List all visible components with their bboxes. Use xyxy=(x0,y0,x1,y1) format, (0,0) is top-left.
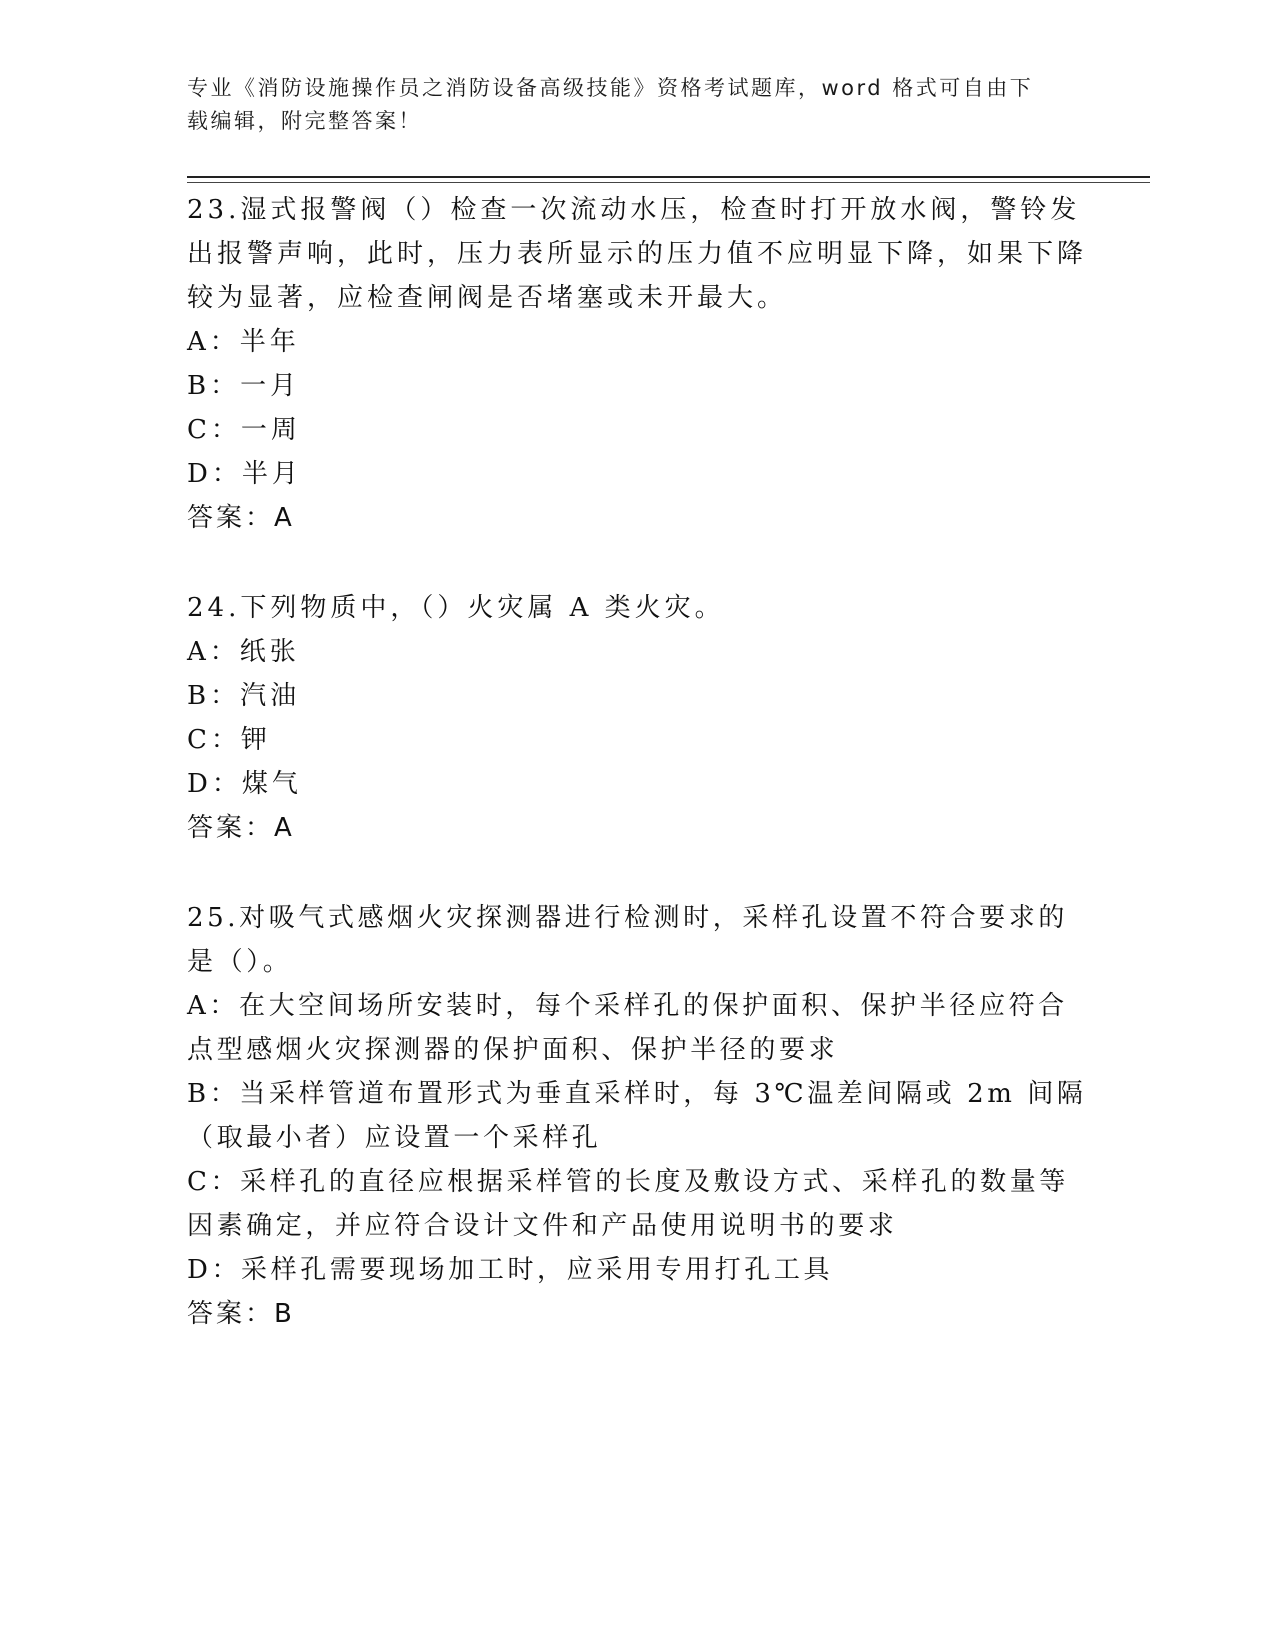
question-stem: 23.湿式报警阀（）检查一次流动水压，检查时打开放水阀，警铃发出报警声响，此时，压力表所显示的压力值不应明显下降，如果下降较为显著，应检查闸阀是否堵塞或未开最大。 xyxy=(187,195,1088,313)
option-b: B：一月 xyxy=(187,371,301,401)
answer-line: 答案：A xyxy=(187,503,295,533)
question-stem: 24.下列物质中，（）火灾属 A 类火灾。 xyxy=(187,593,725,623)
option-c: C：一周 xyxy=(187,415,301,445)
question-list xyxy=(187,188,1087,1382)
question-24 xyxy=(187,586,1087,850)
header-line-2: 载编辑，附完整答案！ xyxy=(187,109,422,133)
header-line-1: 专业《消防设施操作员之消防设备高级技能》资格考试题库，word 格式可自由下 xyxy=(187,76,1034,100)
document-header xyxy=(187,72,1067,138)
option-d: D：半月 xyxy=(187,459,302,489)
option-a: A：半年 xyxy=(187,327,300,357)
option-b: B：当采样管道布置形式为垂直采样时，每 3℃温差间隔或 2m 间隔（取最小者）应设置一个采样孔 xyxy=(187,1079,1087,1153)
question-23 xyxy=(187,188,1087,540)
answer-line: 答案：A xyxy=(187,813,295,843)
option-a: A：纸张 xyxy=(187,637,300,667)
question-stem: 25.对吸气式感烟火灾探测器进行检测时，采样孔设置不符合要求的是（）。 xyxy=(187,903,1068,977)
option-c: C：钾 xyxy=(187,725,271,755)
option-c: C：采样孔的直径应根据采样管的长度及敷设方式、采样孔的数量等因素确定，并应符合设计文件和产品使用说明书的要求 xyxy=(187,1167,1069,1241)
header-divider-thin xyxy=(187,182,1150,183)
question-25 xyxy=(187,896,1087,1336)
option-a: A：在大空间场所安装时，每个采样孔的保护面积、保护半径应符合点型感烟火灾探测器的保护面积、保护半径的要求 xyxy=(187,991,1068,1065)
option-b: B：汽油 xyxy=(187,681,301,711)
answer-line: 答案：B xyxy=(187,1299,295,1329)
option-d: D：采样孔需要现场加工时，应采用专用打孔工具 xyxy=(187,1255,834,1285)
option-d: D：煤气 xyxy=(187,769,302,799)
header-divider-thick xyxy=(187,176,1150,178)
